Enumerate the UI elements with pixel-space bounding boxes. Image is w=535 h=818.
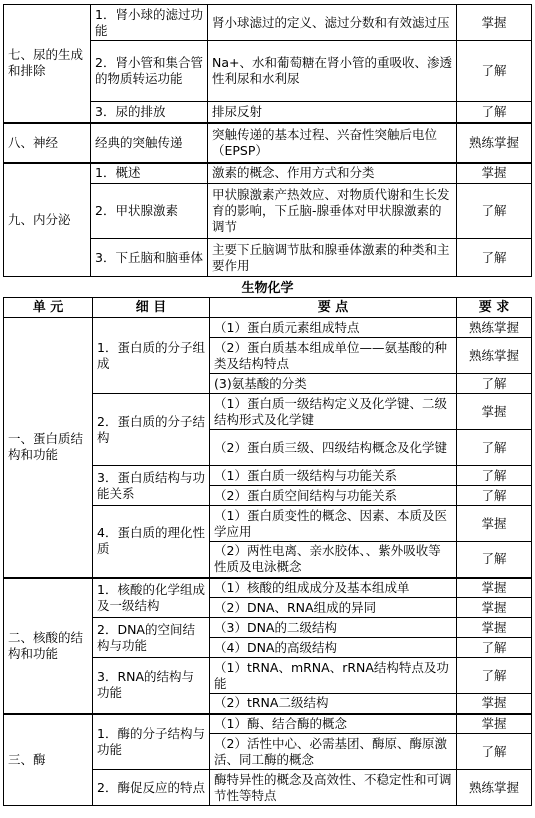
detail-cell: 1．酶的分子结构与功能 [93,714,210,770]
detail-cell: 3．RNA的结构与功能 [93,658,210,714]
point-header: 要 点 [210,298,457,318]
requirement-cell: 了解 [457,374,532,394]
requirement-cell: 熟练掌握 [457,123,532,163]
point-cell: 肾小球滤过的定义、滤过分数和有效滤过压 [208,5,457,41]
table-row [4,714,532,734]
requirement-cell: 了解 [457,102,532,123]
requirement-cell: 了解 [457,184,532,239]
detail-cell: 经典的突触传递 [91,123,208,163]
point-cell: （1）蛋白质元素组成特点 [210,318,457,338]
requirement-cell: 了解 [457,466,532,486]
detail-cell: 1．蛋白质的分子组成 [93,318,210,394]
biochemistry-table [3,297,532,806]
detail-cell: 1．肾小球的滤过功能 [91,5,208,41]
requirement-cell: 掌握 [457,163,532,184]
unit-cell: 九、内分泌 [4,163,91,277]
point-cell: （2）tRNA二级结构 [210,694,457,714]
point-cell: 酶特异性的概念及高效性、不稳定性和可调节性等特点 [210,770,457,806]
table-header-row [4,298,532,318]
point-cell: 突触传递的基本过程、兴奋性突触后电位（EPSP） [208,123,457,163]
unit-cell: 八、神经 [4,123,91,163]
unit-cell: 七、尿的生成和排除 [4,5,91,123]
point-cell: （3）DNA的二级结构 [210,618,457,638]
physiology-table [3,4,532,277]
detail-cell: 1．概述 [91,163,208,184]
point-cell: 排尿反射 [208,102,457,123]
requirement-header: 要 求 [457,298,532,318]
point-cell: （1）tRNA、mRNA、rRNA结构特点及功能 [210,658,457,694]
requirement-cell: 熟练掌握 [457,338,532,374]
point-cell: （1）蛋白质一级结构定义及化学键、二级结构形式及化学键 [210,394,457,430]
detail-cell: 3．蛋白质结构与功能关系 [93,466,210,506]
point-cell: （2）活性中心、必需基团、酶原、酶原激活、同工酶的概念 [210,734,457,770]
detail-cell: 4．蛋白质的理化性质 [93,506,210,578]
requirement-cell: 了解 [457,542,532,578]
unit-header: 单 元 [4,298,93,318]
requirement-cell: 了解 [457,658,532,694]
point-cell: （2）蛋白质基本组成单位——氨基酸的种类及结构特点 [210,338,457,374]
table-row [4,5,532,41]
requirement-cell: 掌握 [457,5,532,41]
requirement-cell: 了解 [457,486,532,506]
point-cell: (3)氨基酸的分类 [210,374,457,394]
unit-cell: 二、核酸的结构和功能 [4,578,93,714]
table-row [4,318,532,338]
requirement-cell: 掌握 [457,618,532,638]
detail-cell: 3．下丘脑和脑垂体 [91,239,208,277]
detail-cell: 2．DNA的空间结构与功能 [93,618,210,658]
requirement-cell: 了解 [457,239,532,277]
point-cell: （1）蛋白质一级结构与功能关系 [210,466,457,486]
section-title: 生物化学 [241,281,294,296]
requirement-cell: 熟练掌握 [457,770,532,806]
requirement-cell: 掌握 [457,506,532,542]
requirement-cell: 了解 [457,638,532,658]
point-cell: （1）酶、结合酶的概念 [210,714,457,734]
table-row [4,123,532,163]
detail-header: 细 目 [93,298,210,318]
point-cell: （2）DNA、RNA组成的异同 [210,598,457,618]
point-cell: （2）两性电离、亲水胶体、、紫外吸收等性质及电泳概念 [210,542,457,578]
point-cell: 主要下丘脑调节肽和腺垂体激素的种类和主要作用 [208,239,457,277]
requirement-cell: 掌握 [457,394,532,430]
detail-cell: 2．蛋白质的分子结构 [93,394,210,466]
point-cell: （2）蛋白质空间结构与功能关系 [210,486,457,506]
detail-cell: 1．核酸的化学组成及一级结构 [93,578,210,618]
requirement-cell: 掌握 [457,694,532,714]
point-cell: （1）核酸的组成成分及基本组成单 [210,578,457,598]
point-cell: 激素的概念、作用方式和分类 [208,163,457,184]
point-cell: （1）蛋白质变性的概念、因素、本质及医学应用 [210,506,457,542]
detail-cell: 2．肾小管和集合管的物质转运功能 [91,41,208,102]
point-cell: Na+、水和葡萄糖在肾小管的重吸收、渗透性利尿和水利尿 [208,41,457,102]
requirement-cell: 了解 [457,430,532,466]
detail-cell: 2．酶促反应的特点 [93,770,210,806]
requirement-cell: 掌握 [457,598,532,618]
unit-cell: 三、酶 [4,714,93,806]
requirement-cell: 掌握 [457,714,532,734]
detail-cell: 2．甲状腺激素 [91,184,208,239]
detail-cell: 3．尿的排放 [91,102,208,123]
requirement-cell: 了解 [457,41,532,102]
requirement-cell: 掌握 [457,578,532,598]
point-cell: （2）蛋白质三级、四级结构概念及化学键 [210,430,457,466]
table-row [4,578,532,598]
unit-cell: 一、蛋白质结构和功能 [4,318,93,578]
point-cell: 甲状腺激素产热效应、对物质代谢和生长发育的影响，下丘脑-腺垂体对甲状腺激素的调节 [208,184,457,239]
requirement-cell: 熟练掌握 [457,318,532,338]
table-row [4,163,532,184]
point-cell: （4）DNA的高级结构 [210,638,457,658]
requirement-cell: 了解 [457,734,532,770]
